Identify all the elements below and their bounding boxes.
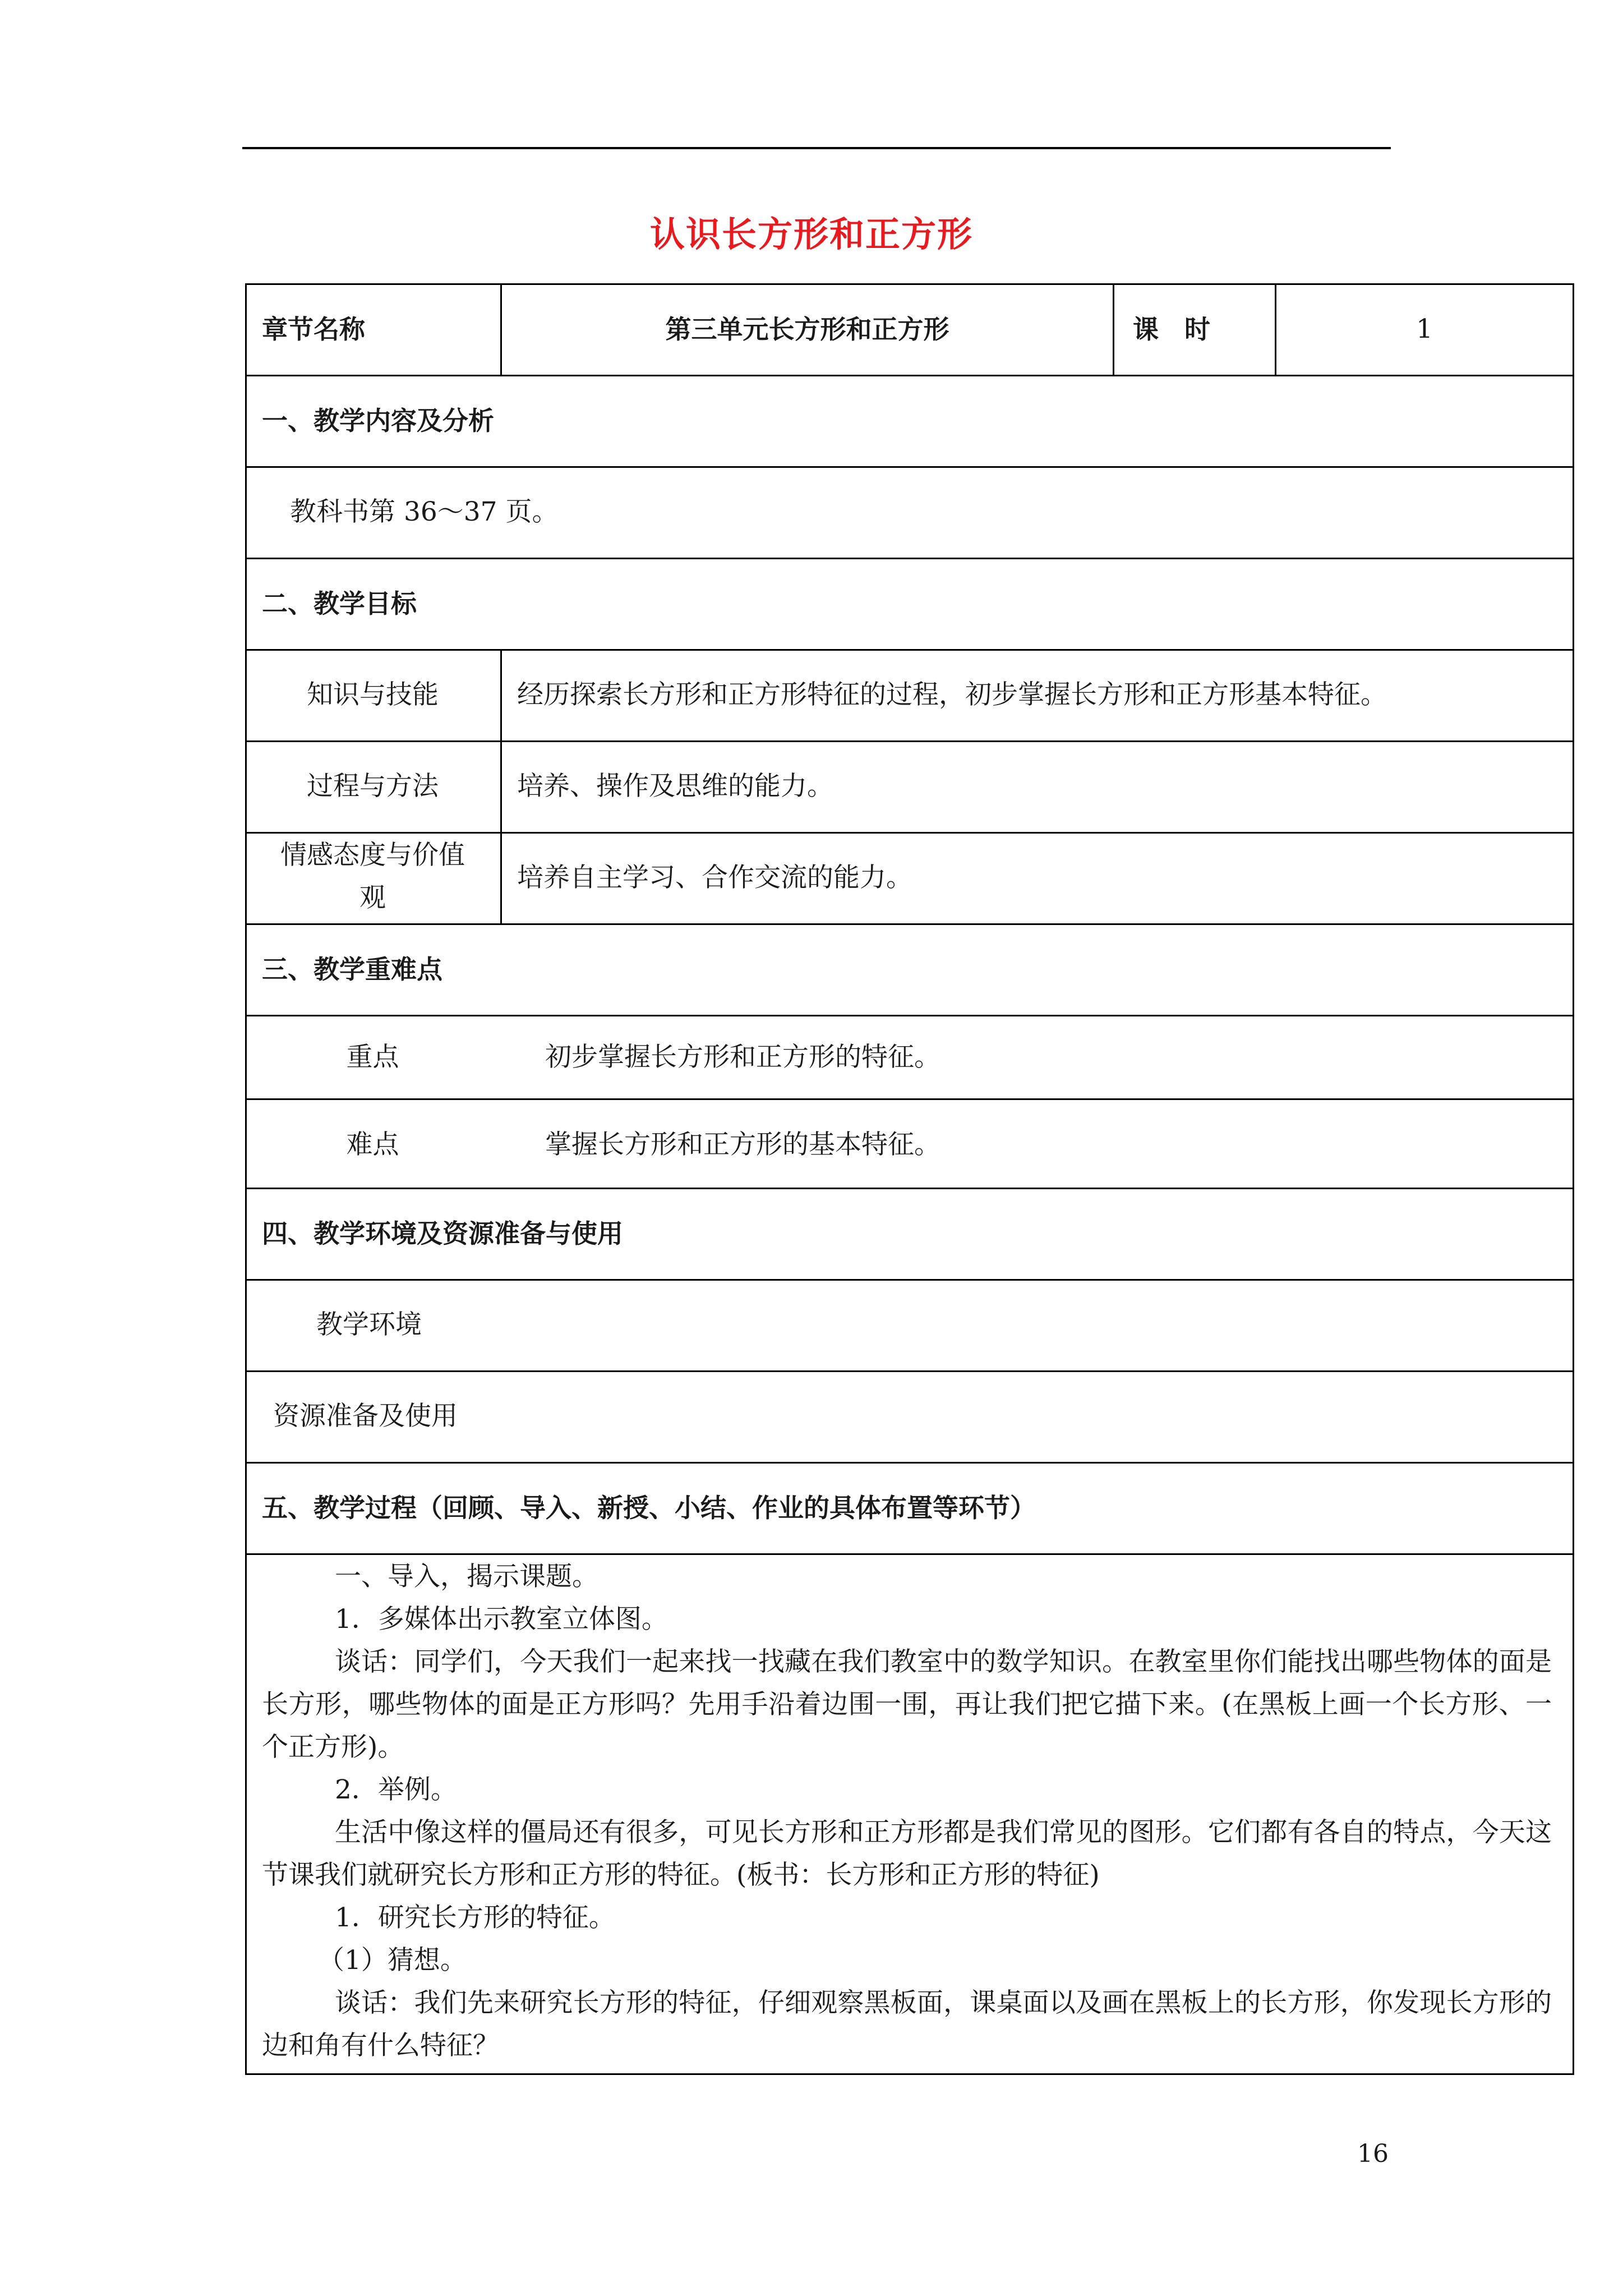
- table-row-divider: [245, 1553, 1574, 1555]
- key-point-text: 初步掌握长方形和正方形的特征。: [545, 1042, 940, 1073]
- table-row-divider: [245, 466, 1574, 468]
- process-paragraph: 1．多媒体出示教室立体图。: [335, 1604, 668, 1635]
- section-heading: 一、教学内容及分析: [262, 406, 494, 436]
- table-border: [245, 283, 247, 2075]
- objective-text: 培养、操作及思维的能力。: [517, 771, 833, 802]
- objective-label: 知识与技能: [307, 679, 439, 710]
- difficult-point-label: 难点: [346, 1129, 399, 1160]
- table-row-divider: [245, 923, 1574, 925]
- table-row-divider: [245, 1015, 1574, 1016]
- section-heading: 三、教学重难点: [262, 954, 442, 984]
- table-row-divider: [245, 832, 1574, 834]
- table-border: [245, 2073, 1574, 2075]
- table-row-divider: [245, 1188, 1574, 1189]
- period-label: 课 时: [1133, 314, 1210, 344]
- table-col-divider: [1113, 283, 1114, 375]
- table-row-divider: [245, 1370, 1574, 1372]
- table-row-divider: [245, 1462, 1574, 1464]
- content-text: 教科书第 36～37 页。: [290, 496, 559, 527]
- key-point-label: 重点: [346, 1042, 399, 1073]
- table-row-divider: [245, 740, 1574, 742]
- objective-label: 过程与方法: [307, 771, 439, 802]
- page-number: 16: [1357, 2139, 1389, 2168]
- table-col-divider: [500, 649, 502, 923]
- table-row-divider: [245, 375, 1574, 376]
- table-row-divider: [245, 558, 1574, 559]
- section-heading: 五、教学过程（回顾、导入、新授、小结、作业的具体布置等环节）: [262, 1493, 1036, 1523]
- process-paragraph: （1）猜想。: [318, 1945, 467, 1976]
- environment-label: 教学环境: [316, 1309, 422, 1340]
- chapter-value: 第三单元长方形和正方形: [665, 314, 949, 344]
- header-rule: [242, 147, 1391, 149]
- lesson-plan-table: [245, 283, 1574, 2075]
- section-heading: 二、教学目标: [262, 588, 417, 619]
- process-paragraph: 一、导入，揭示课题。: [335, 1561, 598, 1592]
- table-border: [1573, 283, 1574, 2075]
- process-paragraph: 谈话：同学们，今天我们一起来找一找藏在我们教室中的数学知识。在教室里你们能找出哪些物体的面是长方形，哪些物体的面是正方形吗？先用手沿着边围一围，再让我们把它描下来。(在黑板上画一个长方形、一个正方形)。: [262, 1646, 1552, 1763]
- resources-label: 资源准备及使用: [273, 1401, 458, 1432]
- chapter-label: 章节名称: [262, 314, 365, 344]
- table-row-divider: [245, 649, 1574, 651]
- objective-label: 观: [359, 882, 386, 913]
- process-paragraph: 2．举例。: [335, 1774, 457, 1805]
- objective-label: 情感态度与价值: [280, 840, 465, 871]
- process-paragraph: 1．研究长方形的特征。: [335, 1902, 615, 1933]
- table-row-divider: [245, 1279, 1574, 1281]
- period-value: 1: [1416, 314, 1433, 344]
- objective-text: 培养自主学习、合作交流的能力。: [517, 862, 912, 893]
- table-row-divider: [245, 1098, 1574, 1100]
- process-paragraph: 谈话：我们先来研究长方形的特征，仔细观察黑板面，课桌面以及画在黑板上的长方形，你发现长方形的边和角有什么特征？: [262, 1987, 1552, 2061]
- process-paragraph: 生活中像这样的僵局还有很多，可见长方形和正方形都是我们常见的图形。它们都有各自的特点，今天这节课我们就研究长方形和正方形的特征。(板书：长方形和正方形的特征): [262, 1817, 1552, 1890]
- objective-text: 经历探索长方形和正方形特征的过程，初步掌握长方形和正方形基本特征。: [517, 679, 1387, 710]
- section-heading: 四、教学环境及资源准备与使用: [262, 1218, 623, 1249]
- table-border: [245, 283, 1574, 285]
- document-title: 认识长方形和正方形: [649, 214, 973, 255]
- difficult-point-text: 掌握长方形和正方形的基本特征。: [545, 1129, 940, 1160]
